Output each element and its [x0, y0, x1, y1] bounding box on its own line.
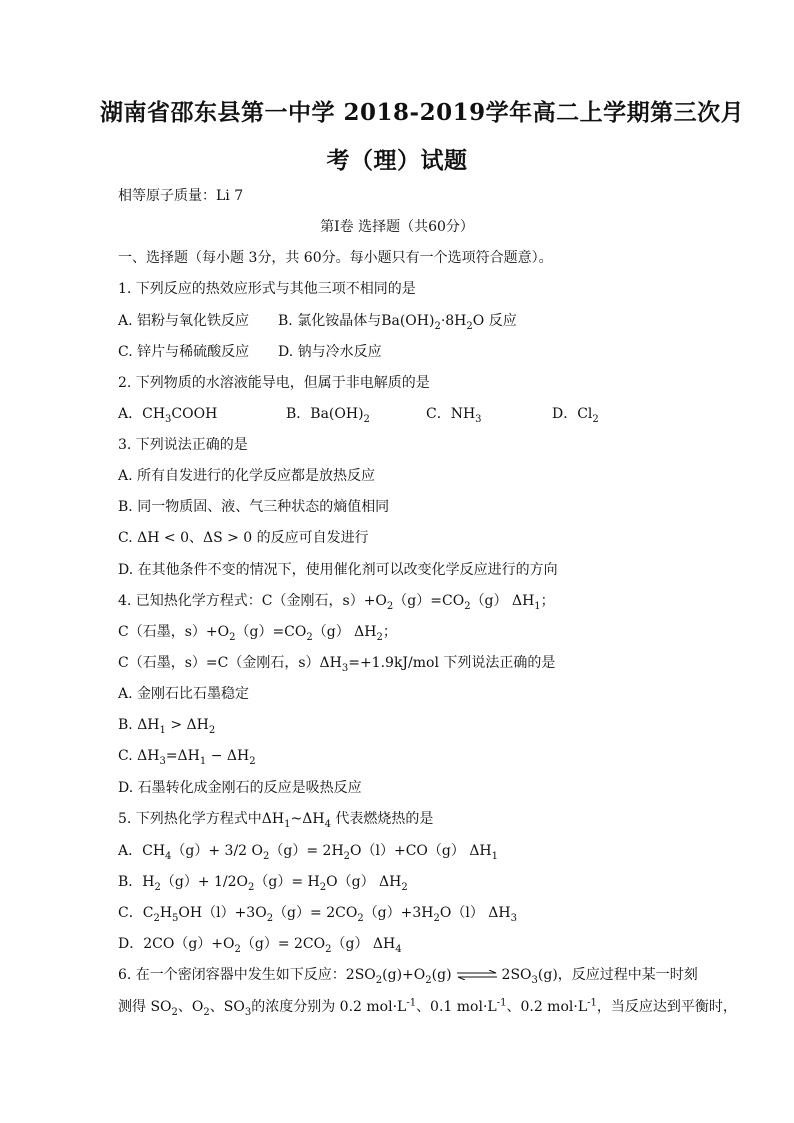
- q4-equation-2: C（石墨，$s)+O_2(g)=CO_2(g)$ $\Delta H_2$；: [118, 624, 397, 643]
- atomic-mass-note: 相等原子质量：Li 7: [118, 188, 244, 204]
- q5-option-d: D．$2CO(g)+O_2(g)= 2CO_2(g)$ $\Delta H_4$: [118, 936, 402, 955]
- q3-option-a: A. 所有自发进行的化学反应都是放热反应: [118, 468, 376, 484]
- q4-option-a: A. 金刚石比石墨稳定: [118, 686, 250, 702]
- q4-option-b: B. $\Delta H_1 > \Delta H_2$: [118, 717, 216, 736]
- q2-option-a: A．$CH_3COOH$: [118, 406, 218, 425]
- q2-option-d: D．$Cl_2$: [552, 406, 599, 425]
- q4-equation-3: C（石墨，s）=C（金刚石，$s)\Delta H_3=+1.9kJ$/mol 下列说法正确的是: [118, 655, 556, 674]
- q1-option-c: C. 锌片与稀硫酸反应: [118, 344, 250, 360]
- q3-option-c: C. ΔH < 0、ΔS > 0 的反应可自发进行: [118, 530, 369, 546]
- q6-line1: 6. 在一个密闭容器中发生如下反应：$2SO_2(g)+O_2(g)$ $2SO_3(g)$，反应过程中某一时刻: [118, 967, 698, 986]
- section-header: 第Ⅰ卷 选择题（共60分）: [320, 219, 474, 235]
- q2-option-c: C．$NH_3$: [426, 406, 482, 425]
- q1-option-a: A. 铝粉与氧化铁反应: [118, 313, 250, 329]
- q6-line2: 测得 $SO_2$、$O_2$、$SO_3$的浓度分别为 0.2 $mol\cdot L^{-1}$、0.1 $mol\cdot L^{-1}$、0.2 $mol\cdot L^{-1}$，当反应达到平衡时，: [118, 997, 737, 1018]
- q4-option-d: D. 石墨转化成金刚石的反应是吸热反应: [118, 780, 362, 796]
- q3-option-d: D. 在其他条件不变的情况下，使用催化剂可以改变化学反应进行的方向: [118, 562, 558, 578]
- q2-stem: 2. 下列物质的水溶液能导电，但属于非电解质的是: [118, 375, 430, 391]
- q5-option-c: C．$C_2H_5OH(l)+3O_2(g)= 2CO_2(g)+3H_2O(l)$ $\Delta H_3$: [118, 905, 517, 924]
- document-title-line2: 考（理）试题: [326, 147, 468, 174]
- q5-option-a: A．$CH_4(g)+ 3/2$ $O_2(g)= 2H_2O(l)+CO(g)$ $\Delta H_1$: [118, 843, 499, 862]
- instructions: 一、选择题（每小题 3分，共 60分。每小题只有一个选项符合题意）。: [118, 250, 553, 266]
- q1-option-d: D. 钠与冷水反应: [278, 344, 382, 360]
- q4-stem: 4. 已知热化学方程式：C（金刚石，$s)+O_2(g)=CO_2(g)$ $\Delta H_1$；: [118, 593, 555, 612]
- q5-stem: 5. 下列热化学方程式中$\Delta H_1\sim\Delta H_4$ 代表燃烧热的是: [118, 811, 434, 830]
- q4-option-c: C. $\Delta H_3=\Delta H_1 - \Delta H_2$: [118, 748, 256, 767]
- q3-option-b: B. 同一物质固、液、气三种状态的熵值相同: [118, 499, 390, 515]
- q3-stem: 3. 下列说法正确的是: [118, 437, 248, 453]
- q1-option-b: B. 氯化铵晶体与$Ba(OH)_2\cdot 8H_2O$ 反应: [278, 313, 517, 332]
- equilibrium-arrow-icon: [456, 970, 498, 980]
- q1-stem: 1. 下列反应的热效应形式与其他三项不相同的是: [118, 281, 416, 297]
- q2-option-b: B．$Ba(OH)_2$: [286, 406, 370, 425]
- q5-option-b: B．$H_2(g)+ 1/2O_2(g)= H_2O(g)$ $\Delta H_2$: [118, 874, 408, 893]
- document-title-line1: 湖南省邵东县第一中学 2018-2019学年高二上学期第三次月: [100, 99, 745, 126]
